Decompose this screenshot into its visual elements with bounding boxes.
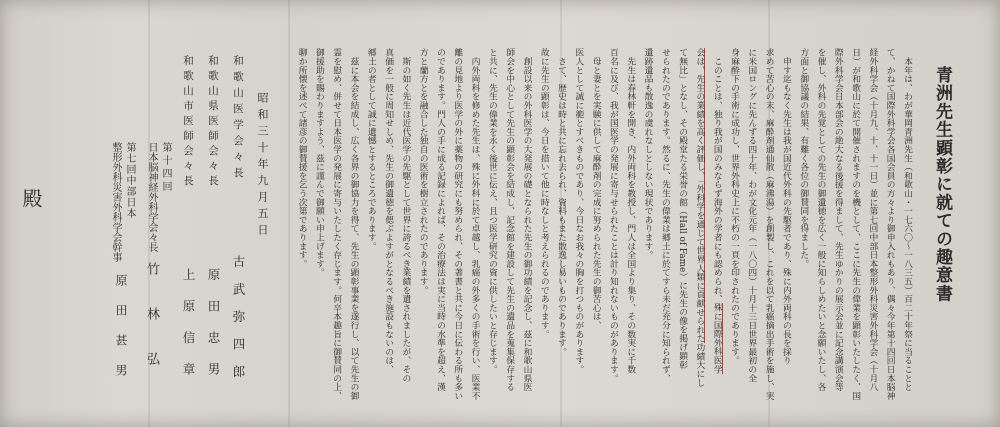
- body-column: 方面と御協議の結果、有難く各位の御賛同を得ました。: [798, 48, 809, 268]
- signatory-name: 原田忠男: [206, 268, 221, 394]
- fold-crease: [288, 0, 290, 427]
- signatory-title: 和歌山県医師会々長: [207, 55, 219, 190]
- body-column: 離の見地より医学の外に薬物の研究にも努められ、その著書と共に今日に伝わる所も多い: [452, 48, 463, 400]
- body-column: て、かねて国際外科学会各国会員の方々より御申入れもあり、偶々今年第十四回日本脳神: [884, 48, 895, 400]
- body-column: 百名に及び、我が国医学の発展に寄与せられたことは計り知れないものがあります。: [607, 48, 618, 383]
- body-column: 斯の如く先生は近代医学の先駆として世界に誇るべき業績を遺されましたが、その: [400, 48, 411, 383]
- body-column: [690, 48, 707, 402]
- addressee-honorific: 殿: [19, 188, 43, 208]
- body-column: と共に、先生の偉業を永く後世に伝え、且つ医学研究の資に供したいと存じます。: [486, 48, 497, 374]
- body-column: 故に先生の顕彰は、今日を措いて他に時なしと考えられるのであります。: [538, 48, 549, 339]
- body-column: 申す迄もなく先生は我が国近代外科の先駆者であり、殊に内外両科の長を採り: [780, 48, 791, 365]
- body-column: 身麻酔下の手術に成功し、世界外科史上に不朽の一頁を印されたのであります。: [729, 48, 740, 365]
- body-column: 御援助を賜わりますよう、茲に謹んで御願い申上げます。: [313, 48, 324, 277]
- body-column: のであります。門人の手に成る記録によれば、その治療法は実に当時の水準を超え、漢: [434, 48, 445, 392]
- highlighted-passage: 会は、先生の業績を高く評価し、「外科学を通じて世界人類に貢献せられた: [694, 48, 705, 343]
- body-column: 霊を慰め、併せて日本医学の発展に寄与いたしたく存じます。何卒本趣旨に御賛同の上、: [331, 48, 342, 400]
- body-column: せられたのであります。然るに、先生の偉業は郷土に於てすら未だ充分に知られず、: [659, 48, 670, 383]
- body-column: 本年は、わが華岡青洲先生（和歌山・一七六〇〜一八三五）百二十年祭に当ることと: [902, 48, 912, 392]
- body-column: さて、歴史は時と共に忘れ去られ、資料もまた散逸し易いものであります。: [556, 48, 567, 356]
- body-column: 真価を一般に周知せしめ、先生の御遺徳を偲ぶよすがとなるべき施設もないのは、: [383, 48, 394, 374]
- body-column: 茲に本会を結成し、広く各界の御協力を得て、先生の顕彰事業を遂行し、以て先生の御: [348, 48, 359, 400]
- body-text: [292, 48, 915, 402]
- body-column: 郷土の者として誠に遺憾とするところであります。: [365, 48, 376, 251]
- document-title: 青洲先生顕彰に就ての趣意書: [932, 66, 952, 303]
- body-column: に米国ロングに先んずる四十年、わが文化元年（一八〇四）十月十三日世界最初の全: [746, 48, 757, 383]
- signatory-title: 第七回中部日本: [124, 142, 135, 219]
- body-text-run: 功績大にし: [694, 342, 705, 387]
- body-column: 師会を中心として先生の顕彰会を結成し、記念館を建設して先生の遺品を蒐集保存する: [504, 48, 515, 392]
- signatory-title: 整形外科災害外科学会幹事: [110, 142, 121, 262]
- body-column: [707, 48, 724, 402]
- body-column: 内外両科を修めた先生は、殊に外科に於て卓越し、乳癌の外多くの手術を行い、医業不: [469, 48, 480, 400]
- signatory-title: 日本脳神経外科学会々長: [146, 142, 157, 252]
- highlighted-passage: 殊に国際外科医学: [711, 303, 722, 374]
- document-date: 昭和三十年九月五日: [256, 92, 269, 241]
- body-column: 方と蘭方とを融合した独自の医術を樹立されたのであります。: [417, 48, 428, 295]
- body-column: 聊か所懐を述べて諸彦の御賛援を乞う次第であります。: [296, 48, 307, 268]
- signatory-title: 和歌山医学会々長: [232, 55, 244, 183]
- body-column: 経外科学会（十月九、十、十一日）並に第七回中部日本整形外科災害外科学会（十月八: [867, 48, 878, 392]
- body-column: 母と妻とを実験に供して麻酔剤の完成に努められた先生の御苦心は、: [590, 48, 601, 330]
- signatory-name: 竹林弘: [144, 262, 159, 397]
- body-column: を催し、外科の先覚としての先生の御遺徳を広く一般に知らしめたいと念願いたし、各: [815, 48, 826, 392]
- body-column: 先生は春林軒を開き、内外両科を教授し、門人は全国より集り、その数実に千数: [625, 48, 636, 374]
- signatory-title: 第十四回: [160, 142, 171, 194]
- signatory-name: 原田甚男: [114, 274, 128, 394]
- body-column: 医人として誠に範とすべきものであり、今日なお我々の胸を打つものがあります。: [573, 48, 584, 374]
- body-text-run: このことは、独り我が国のみならず海外の学者にも認められ、: [711, 48, 722, 304]
- body-column: 際外科学会日本部会の絶大なる後援を得まして、先生ゆかりの展示会並に記念講演会等: [832, 48, 843, 392]
- body-column: 遺跡遺品も散逸の虞れなしとしない現状であります。: [642, 48, 653, 260]
- signatory-title: 和歌山市医師会々長: [182, 55, 194, 190]
- signatory-name: 古武弥四郎: [231, 255, 246, 393]
- body-column: て無比」となし、その殿堂たる栄誉の館（Hall of Fame）に先生の像を掲げ顕彰: [677, 48, 688, 369]
- body-column: 求めて苦心の末、麻酔剤通仙散（麻沸湯）を創製し、これを以て乳癌摘出手術を施し、実: [763, 48, 774, 400]
- body-column: 創設以来の外科医学の大発展の礎となられた先生の御功績を記念し、茲に和歌山県医: [521, 48, 532, 392]
- signatory-name: 上原信章: [181, 268, 196, 394]
- body-column: 日）が和歌山に於て開催されますのを機として、ここに先生の偉業を顕彰いたしたく、国: [850, 48, 861, 400]
